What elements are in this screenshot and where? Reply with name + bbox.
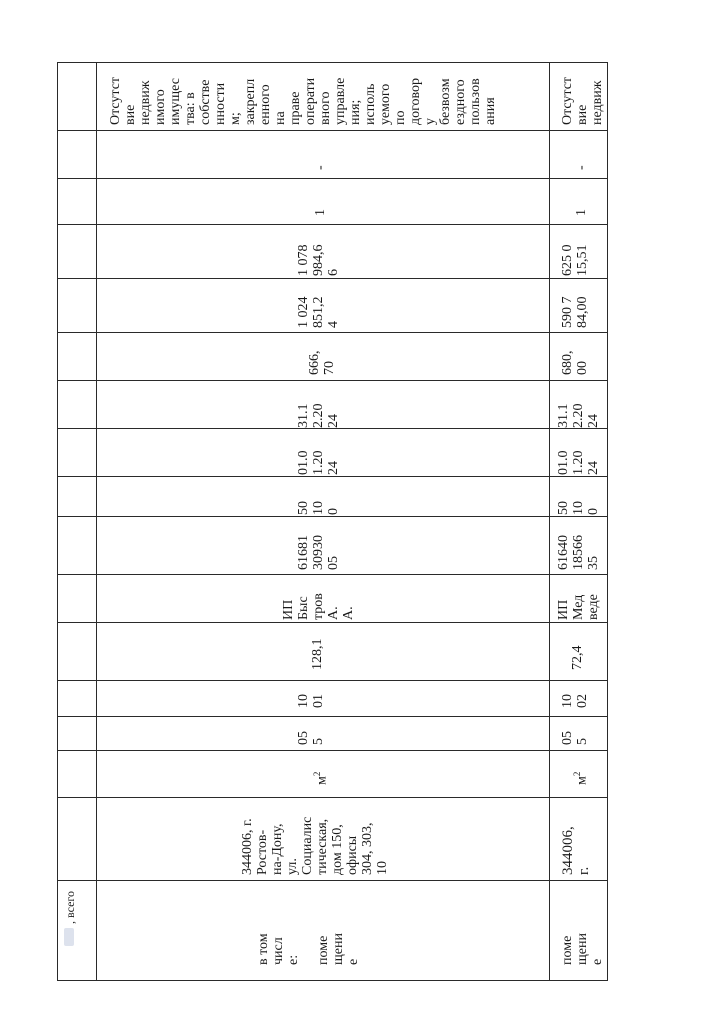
row2-code2: 10 02 [560, 694, 590, 708]
field-separator [57, 750, 608, 751]
field-separator [57, 428, 608, 429]
row1-unit: $м^2$ [312, 771, 330, 785]
row2-object-name: поме щени е [560, 933, 605, 965]
row2-dash: - [574, 165, 589, 170]
row1-dash: - [313, 165, 328, 170]
row2-area: 72,4 [570, 645, 585, 670]
table-border-left [57, 62, 58, 980]
field-separator [57, 680, 608, 681]
row2-inn: 61640 18566 35 [556, 535, 601, 570]
row2-note: Отсутст вие недвиж [560, 76, 605, 125]
row1-sum1: 1 024 851,2 4 [296, 296, 341, 328]
row1-rate: 666, 70 [307, 350, 337, 375]
row1-area: 128,1 [310, 638, 325, 670]
scan-mark [64, 928, 74, 946]
row2-sum1: 590 7 84,00 [560, 296, 590, 328]
table-border-top [57, 62, 608, 63]
field-separator [57, 278, 608, 279]
row2-count: 1 [574, 209, 589, 216]
row1-object-name: в том числ е: поме щени е [256, 933, 361, 965]
row1-code2: 10 01 [296, 694, 326, 708]
row1-percent: 50 10 0 [296, 501, 341, 515]
row1-address: 344006, г. Ростов- на-Дону, ул. Социалис тическая, дом 150, офисы 304, 303, 10 [240, 816, 390, 875]
field-separator [57, 622, 608, 623]
field-separator [57, 332, 608, 333]
row1-sum2: 1 078 984,6 6 [296, 244, 341, 276]
row2-owner: ИП Мед веде [556, 594, 601, 620]
row1-date-start: 01.0 1.20 24 [296, 450, 341, 475]
row1-count: 1 [313, 209, 328, 216]
field-separator [57, 224, 608, 225]
table-border-right [607, 62, 608, 980]
header-total-label: , всего [63, 890, 77, 924]
table-border-bottom [57, 980, 608, 981]
field-separator [57, 516, 608, 517]
row1-inn: 61681 30930 05 [296, 535, 341, 570]
row1-note: Отсутст вие недвиж имого имущес тва: в собстве нности м; закрепл енного на праве операти вного управле ния; исполь уемого по договор у безвозм ездного пользов ания [108, 76, 498, 125]
row2-date-end: 31.1 2.20 24 [556, 403, 601, 428]
field-separator [57, 574, 608, 575]
row2-unit: $м^2$ [572, 771, 590, 785]
row2-code1: 05 5 [560, 731, 590, 745]
field-separator [57, 797, 608, 798]
table-divider-header [96, 62, 97, 980]
field-separator [57, 880, 608, 881]
row2-date-start: 01.0 1.20 24 [556, 450, 601, 475]
table-divider-row [549, 62, 550, 980]
field-separator [57, 178, 608, 179]
row2-rate: 680, 00 [560, 350, 590, 375]
field-separator [57, 476, 608, 477]
field-separator [57, 130, 608, 131]
row1-owner: ИП Быс тров А. А. [281, 593, 356, 620]
field-separator [57, 380, 608, 381]
row2-address: 344006, г. [560, 826, 592, 875]
field-separator [57, 716, 608, 717]
row1-code1: 05 5 [296, 731, 326, 745]
row2-sum2: 625 0 15,51 [560, 244, 590, 276]
row1-date-end: 31.1 2.20 24 [296, 403, 341, 428]
row2-percent: 50 10 0 [556, 501, 601, 515]
